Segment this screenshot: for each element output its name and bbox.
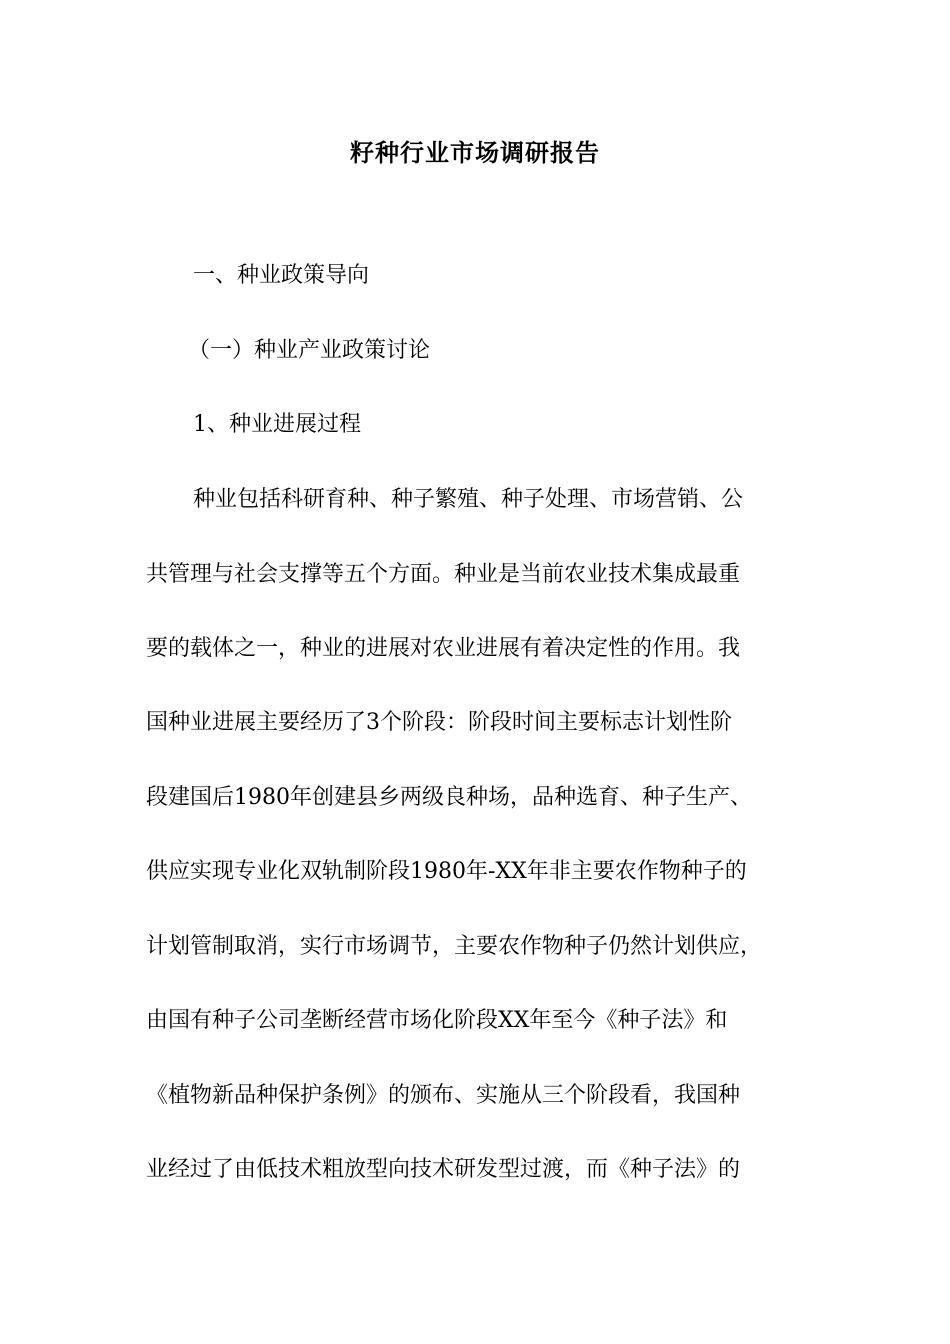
section-heading: 一、种业政策导向 bbox=[193, 263, 370, 288]
paragraph-line: 要的载体之一，种业的进展对农业进展有着决定性的作用。我 bbox=[146, 636, 741, 661]
paragraph-line: 计划管制取消，实行市场调节，主要农作物种子仍然计划供应， bbox=[146, 934, 763, 959]
paragraph-line: 业经过了由低技术粗放型向技术研发型过渡，而《种子法》的 bbox=[146, 1157, 741, 1182]
subsection-heading: （一）种业产业政策讨论 bbox=[188, 338, 431, 363]
paragraph-line: 段建国后1980年创建县乡两级良种场，品种选育、种子生产、 bbox=[146, 785, 752, 810]
paragraph-line: 共管理与社会支撑等五个方面。种业是当前农业技术集成最重 bbox=[146, 562, 741, 587]
paragraph-line: 供应实现专业化双轨制阶段1980年-XX年非主要农作物种子的 bbox=[146, 859, 747, 884]
document-title: 籽种行业市场调研报告 bbox=[350, 138, 600, 167]
paragraph-line: 由国有种子公司垄断经营市场化阶段XX年至今《种子法》和 bbox=[146, 1008, 728, 1033]
item-heading: 1、种业进展过程 bbox=[193, 412, 361, 437]
paragraph-line: 种业包括科研育种、种子繁殖、种子处理、市场营销、公 bbox=[193, 487, 744, 512]
paragraph-line: 国种业进展主要经历了3个阶段：阶段时间主要标志计划性阶 bbox=[146, 710, 732, 735]
paragraph-line: 《植物新品种保护条例》的颁布、实施从三个阶段看，我国种 bbox=[146, 1083, 741, 1108]
